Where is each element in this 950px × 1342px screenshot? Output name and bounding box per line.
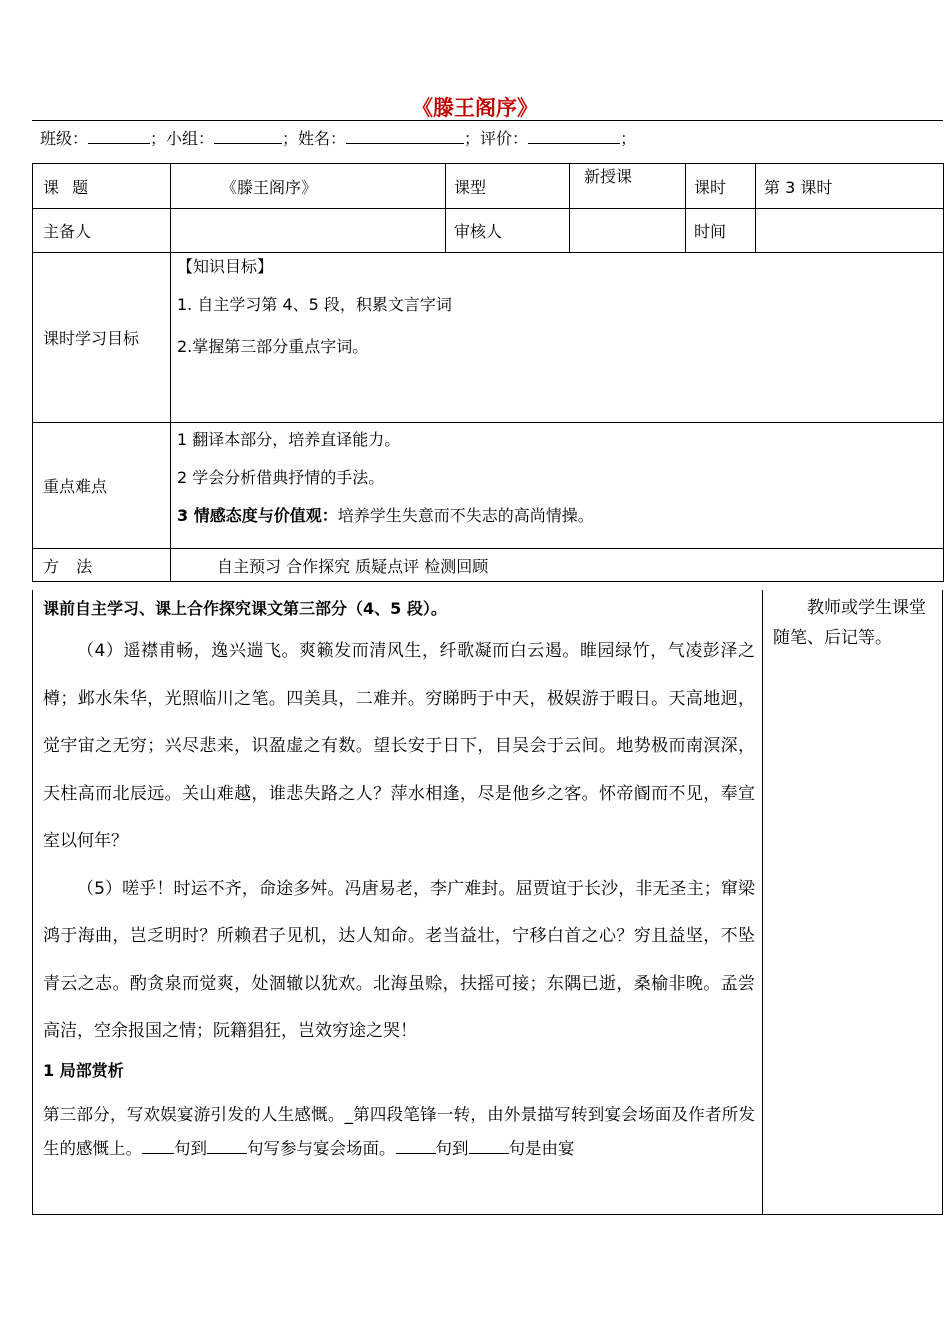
- lesson-meta-table: [32, 163, 944, 582]
- method-label: 方 法: [33, 549, 171, 582]
- topic-label: 课 题: [33, 164, 171, 209]
- method-value: 自主预习 合作探究 质疑点评 检测回顾: [171, 549, 944, 582]
- section-title: 1 局部赏析: [43, 1060, 124, 1080]
- summary-blank-4[interactable]: [469, 1139, 509, 1154]
- type-label: 课型: [446, 164, 570, 209]
- main-text: [43, 590, 755, 1166]
- class-label: 班级：: [40, 129, 89, 148]
- time-label: 时间: [686, 209, 756, 253]
- title-rule: [32, 120, 943, 121]
- study-content-box: [32, 590, 943, 1215]
- key-point-3-text: 培养学生失意而不失志的高尚情操。: [337, 506, 594, 525]
- paragraph-5: （5）嗟乎！时运不齐，命途多舛。冯唐易老，李广难封。屈贾谊于长沙，非无圣主；窜梁鸿于海曲，岂乏明时？所赖君子见机，达人知命。老当益壮，宁移白首之心？穷且益坚，不坠青云之志。酌贪泉而觉爽，处涸辙以犹欢。北海虽赊，扶摇可接；东隅已逝，桑榆非晚。孟尝高洁，空余报国之情；阮籍猖狂，岂效穷途之哭！: [43, 878, 755, 1041]
- author-value: [171, 209, 446, 253]
- study-heading: 课前自主学习、课上合作探究课文第三部分（4、5 段）。: [43, 599, 447, 618]
- group-blank[interactable]: [214, 129, 282, 144]
- info-end: ；: [620, 129, 637, 148]
- document-title: 《滕王阁序》: [412, 96, 538, 120]
- time-value: [756, 209, 944, 253]
- summary-part-a: 第三部分，写欢娱宴游引发的人生感慨。_第四段笔锋一转，由外景描写转到宴会场面及作者所发生的感慨上。: [43, 1104, 755, 1158]
- paragraph-4: （4）遥襟甫畅，逸兴遄飞。爽籁发而清风生，纤歌凝而白云遏。睢园绿竹，气凌彭泽之樽；邺水朱华，光照临川之笔。四美具，二难并。穷睇眄于中天，极娱游于暇日。天高地迥，觉宇宙之无穷；兴尽悲来，识盈虚之有数。望长安于日下，目吴会于云间。地势极而南溟深，天柱高而北辰远。关山难越，谁悲失路之人？萍水相逢，尽是他乡之客。怀帝阍而不见，奉宣室以何年？: [43, 641, 755, 851]
- notes-divider: [762, 590, 763, 1214]
- author-label: 主备人: [33, 209, 171, 253]
- key-label: 重点难点: [33, 423, 171, 549]
- hours-label: 课时: [686, 164, 756, 209]
- eval-blank[interactable]: [528, 129, 620, 144]
- class-blank[interactable]: [88, 129, 150, 144]
- summary-part-b1: 句到: [174, 1138, 207, 1158]
- key-point-2: 2 学会分析借典抒情的手法。: [177, 468, 385, 487]
- summary-part-b2: 句写参与宴会场面。: [247, 1138, 396, 1158]
- eval-label: ；评价：: [464, 129, 529, 148]
- key-point-1: 1 翻译本部分，培养直译能力。: [177, 430, 401, 449]
- key-content: [171, 423, 944, 549]
- type-value: 新授课: [570, 164, 686, 209]
- summary-blank-3[interactable]: [396, 1139, 436, 1154]
- summary-part-b4: 句是由宴: [508, 1138, 575, 1158]
- reviewer-label: 审核人: [446, 209, 570, 253]
- summary-text: [43, 1098, 755, 1166]
- key-point-3: [177, 501, 935, 531]
- goal-1: 1. 自主学习第 4、5 段，积累文言字词: [177, 295, 452, 314]
- topic-value: 《滕王阁序》: [171, 164, 446, 209]
- summary-part-b3: 句到: [435, 1138, 469, 1158]
- goals-label: 课时学习目标: [33, 253, 171, 423]
- reviewer-value: [570, 209, 686, 253]
- name-blank[interactable]: [346, 129, 464, 144]
- student-info-row: [40, 126, 636, 149]
- goals-content: [171, 253, 944, 423]
- goal-2: 2.掌握第三部分重点字词。: [177, 337, 369, 356]
- key-point-3-label: 3 情感态度与价值观：: [177, 506, 338, 525]
- goals-header: 【知识目标】: [177, 257, 274, 276]
- summary-blank-1[interactable]: [142, 1139, 174, 1154]
- hours-value: 第 3 课时: [756, 164, 944, 209]
- group-label: ；小组：: [150, 129, 215, 148]
- side-note: 教师或学生课堂随笔、后记等。: [773, 598, 926, 648]
- summary-blank-2[interactable]: [207, 1139, 247, 1154]
- name-label: ；姓名：: [282, 129, 347, 148]
